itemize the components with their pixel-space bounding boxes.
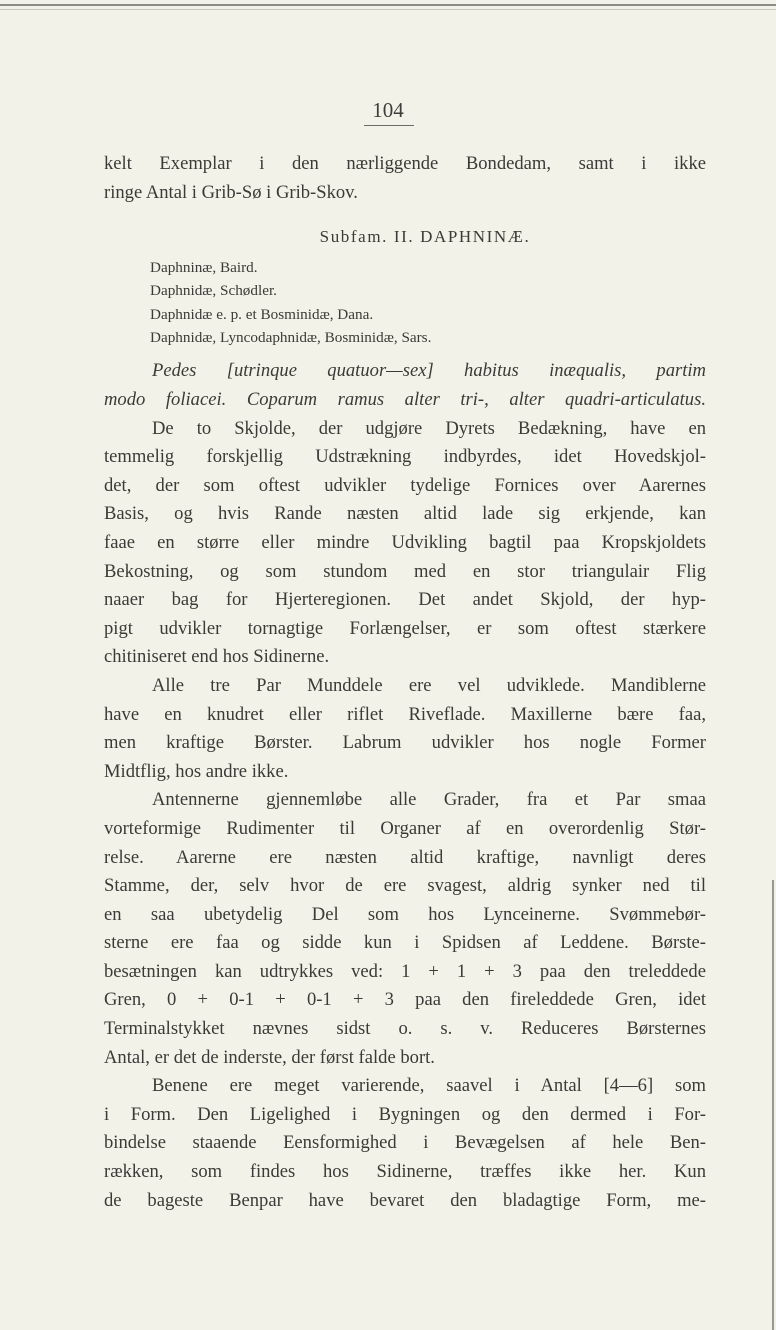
page-edge-shadow: [772, 880, 774, 1330]
text-line: Gren, 0 + 0-1 + 0-1 + 3 paa den fireleddede Gren, idet: [104, 989, 706, 1011]
text-line: bindelse staaende Eensformighed i Bevægelsen af hele Ben-: [104, 1132, 706, 1154]
text-line: have en knudret eller riflet Riveflade. Maxillerne bære faa,: [104, 703, 706, 725]
synonym-entry: Daphninæ, Baird.: [150, 258, 258, 276]
synonym-list: [104, 256, 706, 350]
text-line: pigt udvikler tornagtige Forlængelser, er som oftest stærkere: [104, 617, 706, 639]
text-line: vorteformige Rudimenter til Organer af en overordenlig Stør-: [104, 817, 706, 839]
text-line: ringe Antal i Grib-Sø i Grib-Skov.: [104, 181, 358, 203]
synonym-entry: Daphnidæ, Lyncodaphnidæ, Bosminidæ, Sars.: [150, 329, 432, 346]
text-line: Midtflig, hos andre ikke.: [104, 760, 289, 782]
text-line: i Form. Den Ligelighed i Bygningen og den dermed i For-: [104, 1103, 706, 1125]
page-number-underline: [364, 125, 414, 126]
paragraph-legs: [104, 1072, 706, 1215]
text-line: sterne ere faa og sidde kun i Spidsen af Leddene. Børste-: [104, 932, 706, 954]
text-line: Terminalstykket nævnes sidst o. s. v. Reduceres Børsternes: [104, 1018, 706, 1040]
paragraph-mouthparts: [104, 672, 706, 786]
page-body: [104, 150, 706, 1215]
text-line: faae en større eller mindre Udvikling bagtil paa Kropskjoldets: [104, 531, 706, 553]
text-line: temmelig forskjellig Udstrækning indbyrdes, idet Hovedskjol-: [104, 446, 706, 468]
text-line: en saa ubetydelig Del som hos Lynceinerne. Svømmebør-: [104, 903, 706, 925]
text-line: Benene ere meget varierende, saavel i Antal [4—6] som: [152, 1075, 706, 1097]
subfamily-heading: Subfam. II. DAPHNINÆ.: [319, 227, 531, 247]
text-line: Antennerne gjennemløbe alle Grader, fra et Par smaa: [152, 789, 706, 811]
text-line: chitiniseret end hos Sidinerne.: [104, 646, 330, 668]
text-line: det, der som oftest udvikler tydelige Fornices over Aarernes: [104, 474, 706, 496]
page-number: 104: [372, 98, 404, 122]
latin-diagnosis: [104, 357, 706, 414]
text-line: Stamme, der, selv hvor de ere svagest, aldrig synker ned til: [104, 875, 706, 897]
page-top-border: [0, 4, 776, 6]
paragraph-antennae: [104, 786, 706, 1072]
page-top-border-thin: [0, 9, 776, 10]
diagnosis-line: modo foliacei. Coparum ramus alter tri-, alter quadri-articulatus.: [104, 389, 706, 410]
text-line: Bekostning, og som stundom med en stor triangulair Flig: [104, 560, 706, 582]
text-line: kelt Exemplar i den nærliggende Bondedam, samt i ikke: [104, 153, 706, 174]
text-line: Antal, er det de inderste, der først falde bort.: [104, 1046, 435, 1068]
synonym-entry: Daphnidæ e. p. et Bosminidæ, Dana.: [150, 305, 374, 323]
text-line: Alle tre Par Munddele ere vel udviklede. Mandiblerne: [152, 674, 706, 696]
text-line: rækken, som findes hos Sidinerne, træffes ikke her. Kun: [104, 1161, 706, 1183]
text-line: de bageste Benpar have bevaret den bladagtige Form, me-: [104, 1189, 706, 1211]
diagnosis-line: Pedes [utrinque quatuor—sex] habitus inæqualis, partim: [152, 360, 706, 382]
text-line: Basis, og hvis Rande næsten altid lade sig erkjende, kan: [104, 503, 706, 525]
text-line: naaer bag for Hjerteregionen. Det andet Skjold, der hyp-: [104, 589, 706, 611]
text-line: men kraftige Børster. Labrum udvikler hos nogle Former: [104, 732, 706, 754]
paragraph-shields: [104, 415, 706, 672]
synonym-entry: Daphnidæ, Schødler.: [150, 282, 277, 300]
text-line: De to Skjolde, der udgjøre Dyrets Bedækning, have en: [152, 417, 706, 439]
text-line: besætningen kan udtrykkes ved: 1 + 1 + 3 paa den treleddede: [104, 960, 706, 982]
text-line: relse. Aarerne ere næsten altid kraftige, navnligt deres: [104, 846, 706, 868]
